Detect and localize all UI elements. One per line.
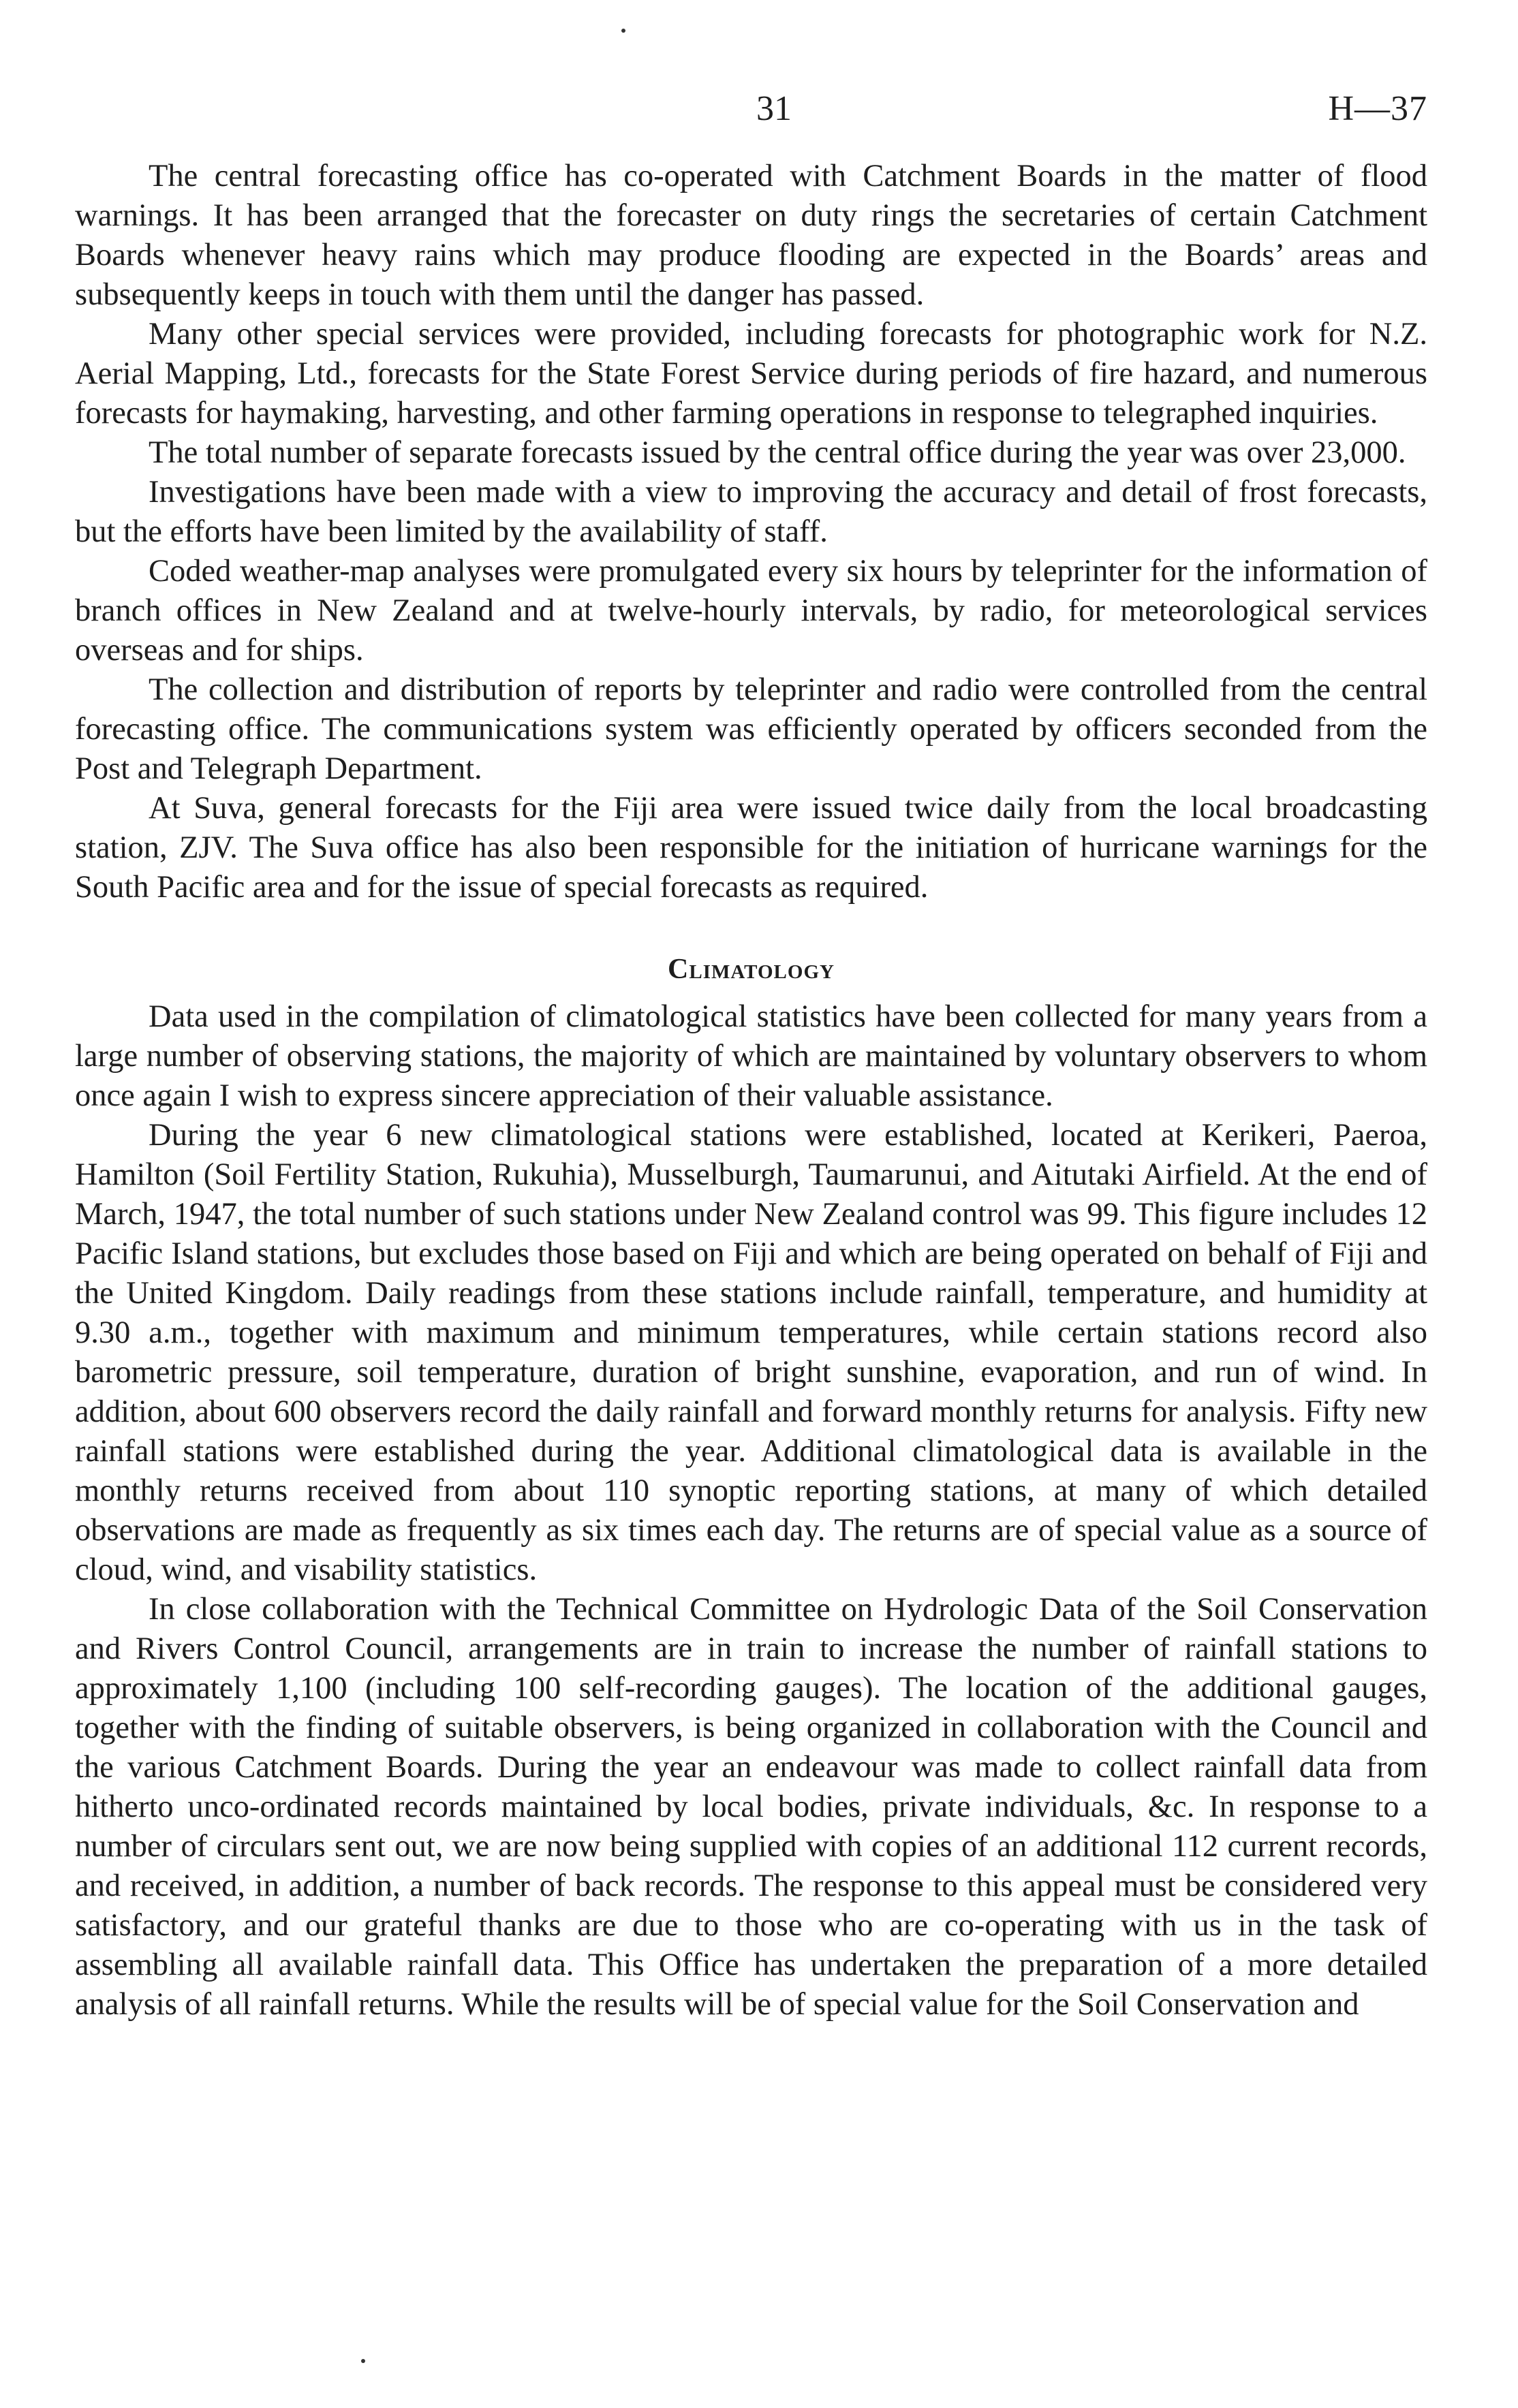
page-header [75,89,1427,157]
document-page [75,89,1427,2024]
paragraph-rainfall-collaboration: In close collaboration with the Technical Committee on Hydrologic Data of the Soil Conservation and Rivers Control Council, arrangements are in train to increase the number of rainfall stations to approximately 1,100 (including 100 self-recording gauges). The location of the additional gauges, together with the finding of suitable observers, is being organized in collaboration with the Council and the various Catchment Boards. During the year an endeavour was made to collect rainfall data from hitherto unco-ordinated records maintained by local bodies, private individuals, &c. In response to a number of circulars sent out, we are now being supplied with copies of an additional 112 current records, and received, in addition, a number of back records. The response to this appeal must be considered very satisfactory, and our grateful thanks are due to those who are co-operating with us in the task of assembling all available rainfall data. This Office has undertaken the preparation of a more detailed analysis of all rainfall returns. While the results will be of special value for the Soil Conservation and [75,1592,1427,2022]
paragraph-communications: The collection and distribution of reports by teleprinter and radio were controlled from the central forecasting office. The communications system was efficiently operated by officers seconded from the Post and Telegraph Department. [75,672,1427,786]
section-heading-climatology: Climatology [668,954,835,985]
scan-speck-bottom [361,2359,365,2363]
paragraph-frost-forecasts: Investigations have been made with a view to improving the accuracy and detail of frost forecasts, but the efforts have been limited by the availability of staff. [75,475,1427,549]
paragraph-special-services: Many other special services were provided, including forecasts for photographic work for N.Z. Aerial Mapping, Ltd., forecasts for the State Forest Service during periods of fire hazard, and numerous forecasts for haymaking, harvesting, and other farming operations in response to telegraphed inquiries. [75,317,1427,431]
paragraph-climatological-data: Data used in the compilation of climatological statistics have been collected for many years from a large number of observing stations, the majority of which are maintained by voluntary observers to whom once again I wish to express sincere appreciation of their valuable assistance. [75,999,1427,1113]
paragraph-total-forecasts: The total number of separate forecasts issued by the central office during the year was over 23,000. [149,435,1406,470]
paragraph-suva-forecasts: At Suva, general forecasts for the Fiji area were issued twice daily from the local broadcasting station, ZJV. The Suva office has also been responsible for the initiation of hurricane warnings for the South Pacific area and for the issue of special forecasts as required. [75,791,1427,905]
page-number: 31 [756,89,792,128]
paragraph-weather-map-analyses: Coded weather-map analyses were promulgated every six hours by teleprinter for the information of branch offices in New Zealand and at twelve-hourly intervals, by radio, for meteorological services overseas and for ships. [75,554,1427,668]
document-code: H—37 [1328,89,1427,128]
scan-speck-top [621,29,625,33]
paragraph-flood-warnings: The central forecasting office has co-operated with Catchment Boards in the matter of flood warnings. It has been arranged that the forecaster on duty rings the secretaries of certain Catchment Boards whenever heavy rains which may produce flooding are expected in the Boards’ areas and subsequently keeps in touch with them until the danger has passed. [75,159,1427,312]
paragraph-new-stations: During the year 6 new climatological stations were established, located at Kerikeri, Paeroa, Hamilton (Soil Fertility Station, Rukuhia), Musselburgh, Taumarunui, and Aitutaki Airfield. At the end of March, 1947, the total number of such stations under New Zealand control was 99. This figure includes 12 Pacific Island stations, but excludes those based on Fiji and which are being operated on behalf of Fiji and the United Kingdom. Daily readings from these stations include rainfall, temperature, and humidity at 9.30 a.m., together with maximum and minimum temperatures, while certain stations record also barometric pressure, soil temperature, duration of bright sunshine, evaporation, and run of wind. In addition, about 600 observers record the daily rainfall and forward monthly returns for analysis. Fifty new rainfall stations were established during the year. Additional climatological data is available in the monthly returns received from about 110 synoptic reporting stations, at many of which detailed observations are made as frequently as six times each day. The returns are of special value as a source of cloud, wind, and visability statistics. [75,1118,1427,1587]
